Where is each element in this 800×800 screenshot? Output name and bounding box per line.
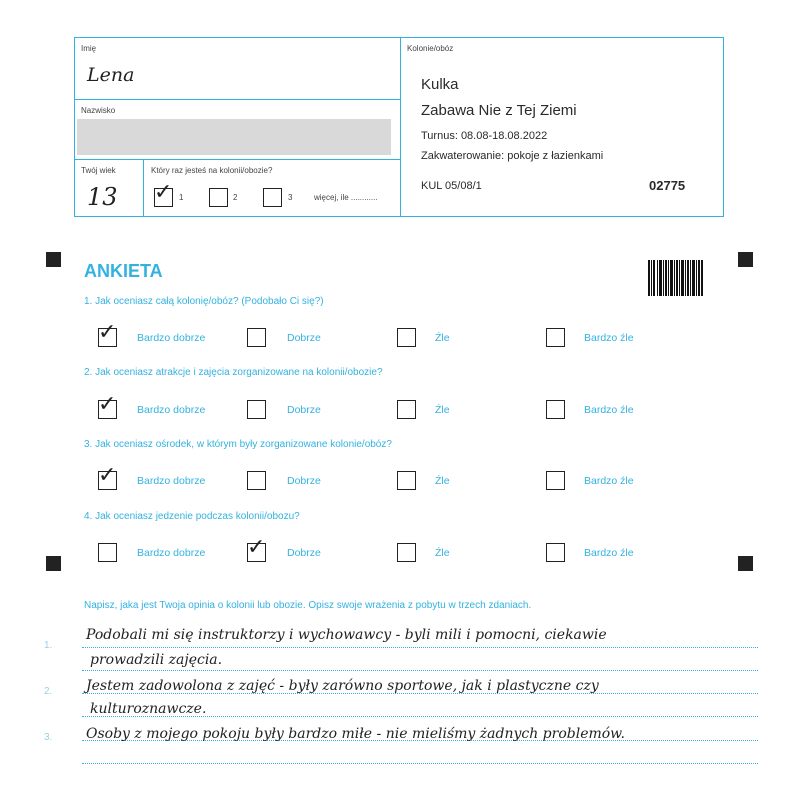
q1-option-zle[interactable] [397,328,416,347]
q2-label-bardzo-dobrze: Bardzo dobrze [137,404,206,416]
writing-line [82,670,758,671]
handwriting-line-1: Podobali mi się instruktorzy i wychowawcy - byli mili i pomocni, ciekawie [86,627,607,643]
camp-line1: Kulka [421,76,459,93]
handwriting-line-5: Osoby z mojego pokoju były bardzo miłe - nie mieliśmy żadnych problemów. [86,726,625,742]
camp-code: KUL 05/08/1 [421,180,482,192]
line-number-1: 1. [44,640,53,651]
question-4: 4. Jak oceniasz jedzenie podczas kolonii/obozu? [84,511,300,522]
survey-title: ANKIETA [84,261,163,281]
question-3: 3. Jak oceniasz ośrodek, w którym były zorganizowane kolonie/obóz? [84,439,392,450]
q1-label-dobrze: Dobrze [287,332,321,344]
q3-label-zle: Źle [435,475,450,487]
checkmark-icon: ✓ [247,535,266,560]
q1-option-bardzo-dobrze[interactable] [98,320,117,347]
age-value: 13 [87,183,118,211]
camp-label: Kolonie/obóz [407,44,454,53]
handwriting-line-4: kulturoznawcze. [90,701,207,717]
q2-option-bardzo-zle[interactable] [546,400,565,419]
q1-option-dobrze[interactable] [247,328,266,347]
q3-option-bardzo-dobrze[interactable] [98,463,117,490]
surname-redaction [77,119,391,155]
q1-label-bardzo-zle: Bardzo źle [584,332,634,344]
registration-mark-icon [46,252,61,267]
q4-label-bardzo-zle: Bardzo źle [584,547,634,559]
form-number: 02775 [649,178,686,193]
times-checkbox-3[interactable] [263,188,282,207]
q2-label-bardzo-zle: Bardzo źle [584,404,634,416]
times-label: Który raz jesteś na kolonii/obozie? [151,166,273,175]
q4-option-dobrze[interactable] [247,535,266,562]
opinion-prompt: Napisz, jaka jest Twoja opinia o kolonii lub obozie. Opisz swoje wrażenia z pobytu w trzech zdaniach. [84,600,532,611]
age-label: Twój wiek [81,166,116,175]
checkmark-icon: ✓ [98,320,117,345]
q4-option-bardzo-dobrze[interactable] [98,543,117,562]
writing-line [82,763,758,764]
accommodation: Zakwaterowanie: pokoje z łazienkami [421,150,604,162]
surname-label: Nazwisko [81,106,116,115]
q4-label-zle: Źle [435,547,450,559]
question-1: 1. Jak oceniasz całą kolonię/obóz? (Podobało Ci się?) [84,296,324,307]
q4-label-dobrze: Dobrze [287,547,321,559]
camp-line2: Zabawa Nie z Tej Ziemi [421,102,577,119]
q1-label-bardzo-dobrze: Bardzo dobrze [137,332,206,344]
checkmark-icon: ✓ [98,392,117,417]
registration-mark-icon [738,252,753,267]
handwriting-line-2: prowadzili zajęcia. [90,652,223,668]
header-form [74,37,724,217]
q2-option-dobrze[interactable] [247,400,266,419]
q3-label-bardzo-dobrze: Bardzo dobrze [137,475,206,487]
q3-option-zle[interactable] [397,471,416,490]
q2-label-zle: Źle [435,404,450,416]
line-number-3: 3. [44,732,53,743]
turnus: Turnus: 08.08-18.08.2022 [421,130,548,142]
q2-label-dobrze: Dobrze [287,404,321,416]
checkmark-icon: ✓ [98,463,117,488]
times-option-2: 2 [233,193,238,202]
name-label: Imię [81,44,97,53]
line-number-2: 2. [44,686,53,697]
q3-option-dobrze[interactable] [247,471,266,490]
times-option-3: 3 [288,193,293,202]
q3-option-bardzo-zle[interactable] [546,471,565,490]
name-value: Lena [87,64,135,86]
q4-option-bardzo-zle[interactable] [546,543,565,562]
handwriting-line-3: Jestem zadowolona z zajęć - były zarówno sportowe, jak i plastyczne czy [86,678,599,694]
q4-label-bardzo-dobrze: Bardzo dobrze [137,547,206,559]
q1-option-bardzo-zle[interactable] [546,328,565,347]
checkmark-icon: ✓ [154,180,173,205]
times-more: więcej, ile ............ [314,193,378,202]
q2-option-zle[interactable] [397,400,416,419]
writing-line [82,647,758,648]
q3-label-dobrze: Dobrze [287,475,321,487]
question-2: 2. Jak oceniasz atrakcje i zajęcia zorganizowane na kolonii/obozie? [84,367,383,378]
q2-option-bardzo-dobrze[interactable] [98,392,117,419]
registration-mark-icon [46,556,61,571]
times-option-1: 1 [179,193,184,202]
times-checkbox-2[interactable] [209,188,228,207]
barcode-icon [648,260,703,296]
q3-label-bardzo-zle: Bardzo źle [584,475,634,487]
times-checkbox-1[interactable] [154,180,173,207]
q4-option-zle[interactable] [397,543,416,562]
q1-label-zle: Źle [435,332,450,344]
registration-mark-icon [738,556,753,571]
